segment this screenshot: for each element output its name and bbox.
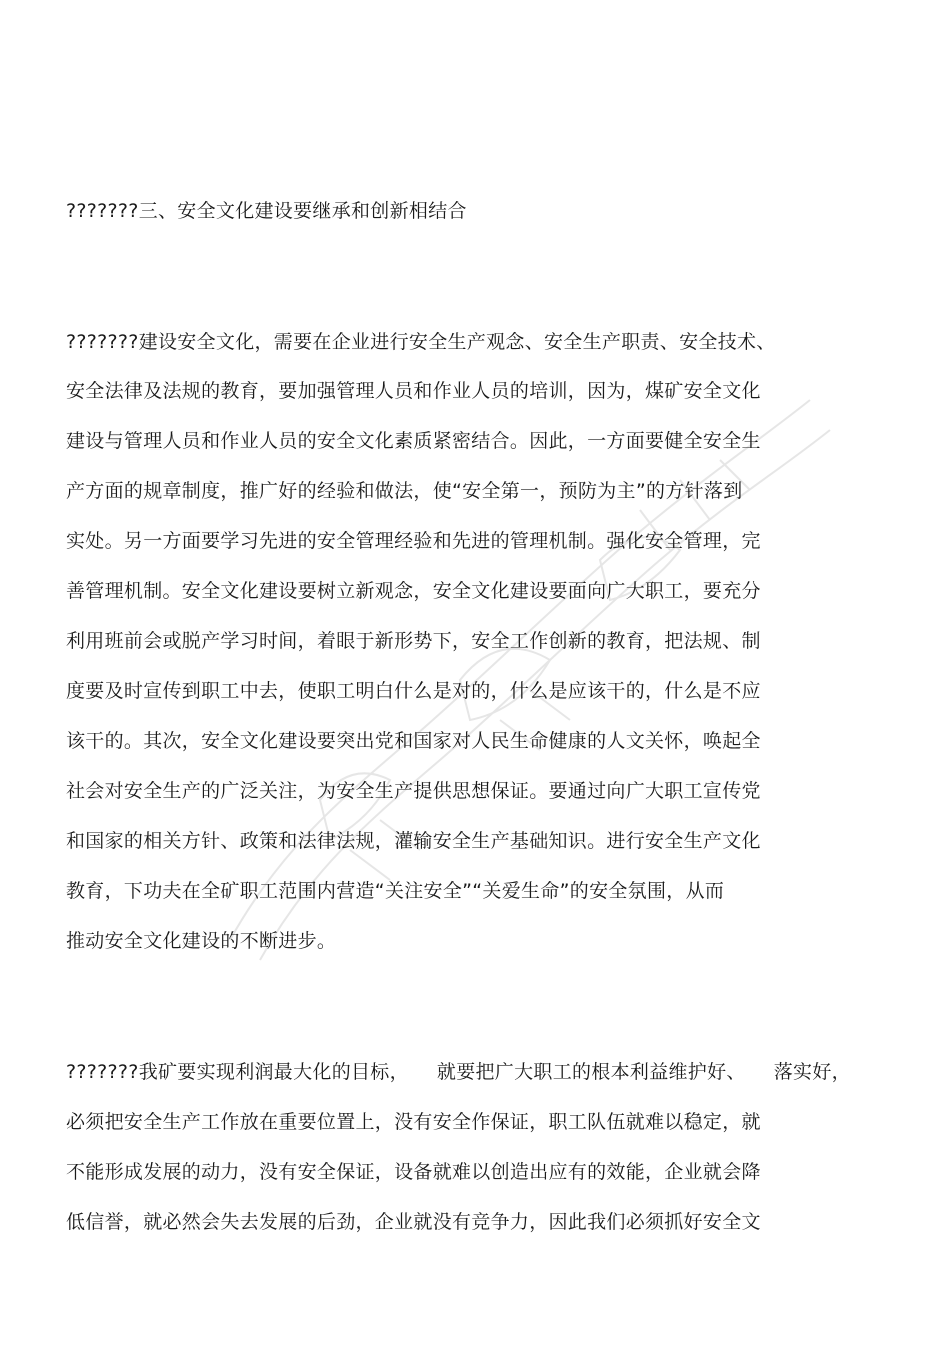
paragraph-line: 必须把安全生产工作放在重要位置上，没有安全作保证，职工队伍就难以稳定，就	[66, 1111, 761, 1133]
paragraph-line: 教育，下功夫在全矿职工范围内营造“关注安全”“关爱生命”的安全氛围，从而	[66, 880, 725, 902]
paragraph-line: 不能形成发展的动力，没有安全保证，设备就难以创造出应有的效能，企业就会降	[66, 1161, 761, 1183]
paragraph-line: 产方面的规章制度，推广好的经验和做法，使“安全第一，预防为主”的方针落到	[66, 480, 743, 502]
paragraph-segment: 就要把广大职工的根本利益维护好、	[436, 1061, 746, 1083]
paragraph-line: 利用班前会或脱产学习时间，着眼于新形势下，安全工作创新的教育，把法规、制	[66, 630, 761, 652]
paragraph-line: 低信誉，就必然会失去发展的后劲，企业就没有竞争力，因此我们必须抓好安全文	[66, 1211, 761, 1233]
paragraph-line: 社会对安全生产的广泛关注，为安全生产提供思想保证。要通过向广大职工宣传党	[66, 780, 761, 802]
paragraph-line: 安全法律及法规的教育，要加强管理人员和作业人员的培训，因为，煤矿安全文化	[66, 380, 761, 402]
paragraph-line: ???????建设安全文化，需要在企业进行安全生产观念、安全生产职责、安全技术、	[66, 331, 776, 353]
paragraph-line	[66, 1060, 851, 1084]
paragraph-segment: 落实好，	[773, 1061, 851, 1083]
section-heading: ???????三、安全文化建设要继承和创新相结合	[66, 200, 467, 222]
paragraph-line: 该干的。其次，安全文化建设要突出党和国家对人民生命健康的人文关怀，唤起全	[66, 730, 761, 752]
paragraph-line: 推动安全文化建设的不断进步。	[66, 930, 337, 952]
paragraph-line: 建设与管理人员和作业人员的安全文化素质紧密结合。因此，一方面要健全安全生	[66, 430, 761, 452]
paragraph-line: 度要及时宣传到职工中去，使职工明白什么是对的，什么是应该干的，什么是不应	[66, 680, 761, 702]
paragraph-line: 和国家的相关方针、政策和法律法规，灌输安全生产基础知识。进行安全生产文化	[66, 830, 761, 852]
paragraph-segment: ???????我矿要实现利润最大化的目标，	[66, 1061, 409, 1083]
paragraph-line: 实处。另一方面要学习先进的安全管理经验和先进的管理机制。强化安全管理，完	[66, 530, 761, 552]
paragraph-line: 善管理机制。安全文化建设要树立新观念，安全文化建设要面向广大职工，要充分	[66, 580, 761, 602]
